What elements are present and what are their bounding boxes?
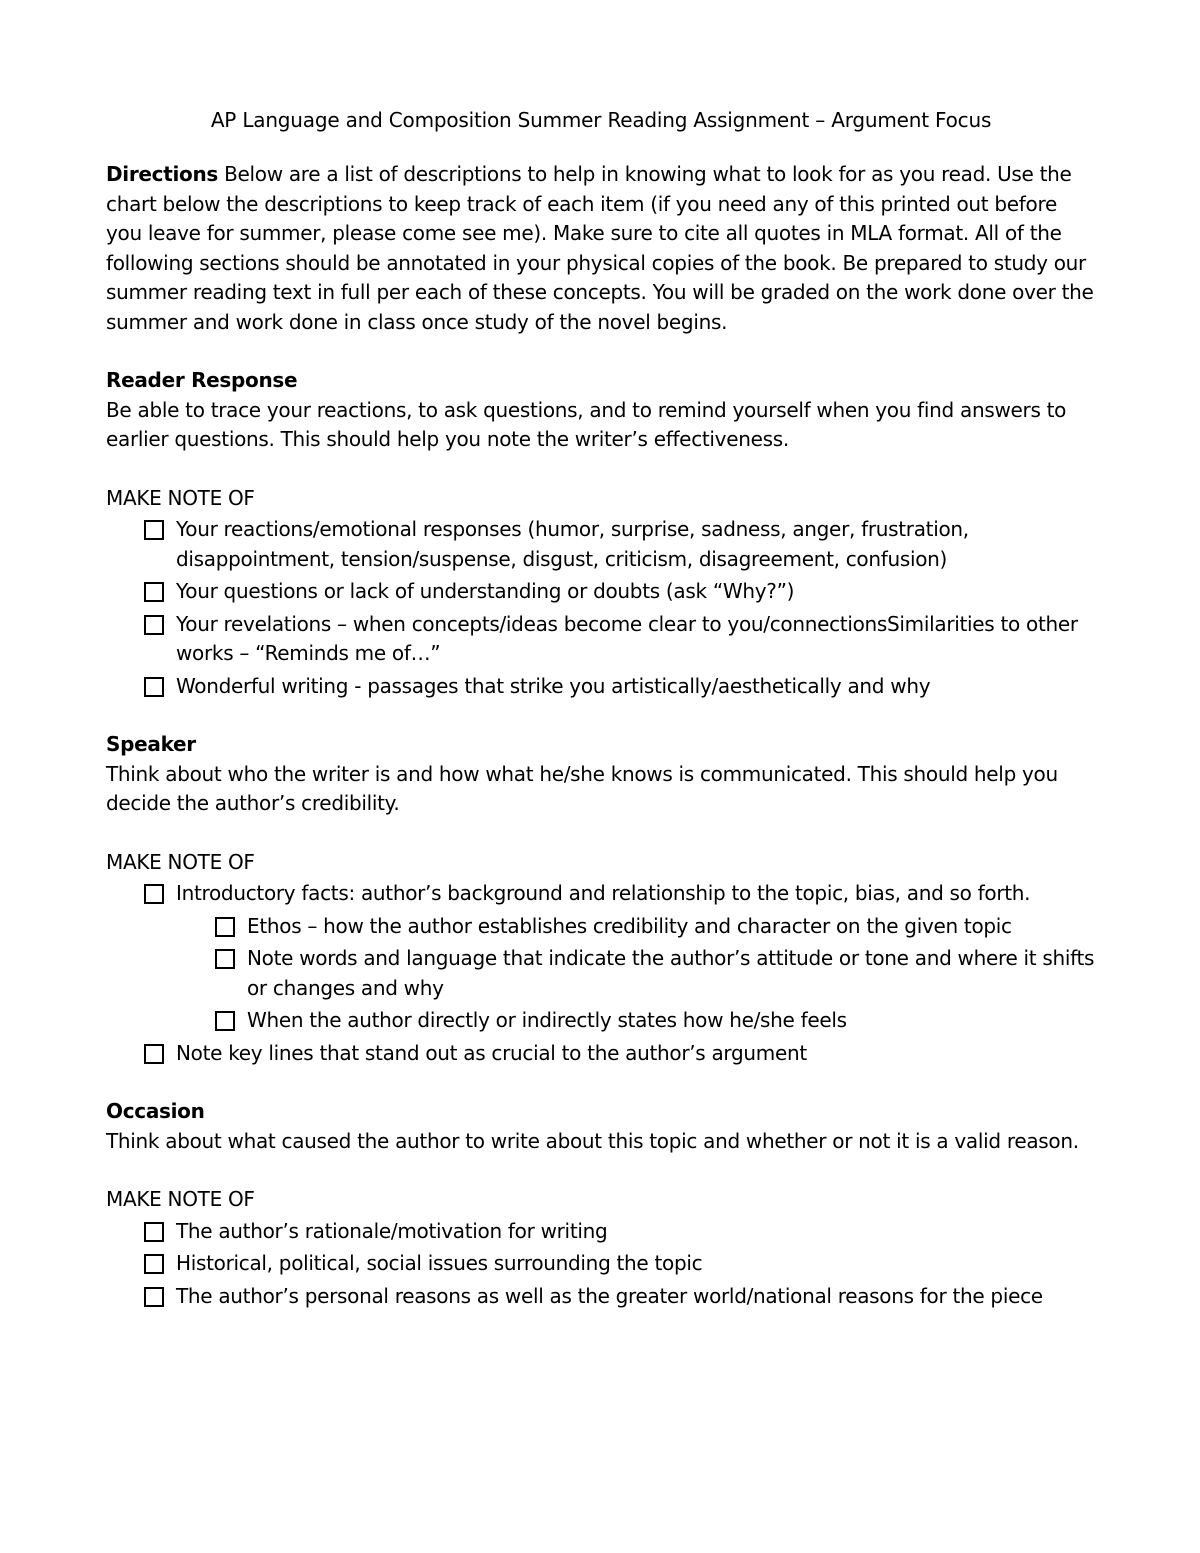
checklist-item[interactable]	[106, 1217, 1096, 1247]
checklist-item[interactable]	[106, 1039, 1096, 1069]
checklist-item-text: Historical, political, social issues surrounding the topic	[176, 1251, 703, 1275]
checklist-subitem[interactable]	[106, 912, 1096, 942]
checklist-item-text: Your revelations – when concepts/ideas become clear to you/connectionsSimilarities to other works – “Reminds me of…”	[176, 611, 1078, 665]
section-heading: Occasion	[106, 1099, 205, 1123]
checkbox-icon[interactable]	[144, 1287, 164, 1307]
make-note-label: MAKE NOTE OF	[106, 1187, 255, 1211]
checklist-item[interactable]	[106, 610, 1096, 669]
section-heading: Reader Response	[106, 368, 298, 392]
directions-label: Directions	[106, 162, 219, 186]
checklist-item-text: When the author directly or indirectly states how he/she feels	[247, 1008, 847, 1032]
section-description: Think about who the writer is and how what he/she knows is communicated. This should help you decide the author’s credibility.	[106, 761, 1058, 815]
checklist-item-text: Note words and language that indicate the author’s attitude or tone and where it shifts or changes and why	[247, 946, 1095, 1000]
make-note-label: MAKE NOTE OF	[106, 849, 255, 874]
checklist-subitem[interactable]	[106, 944, 1096, 1003]
section-reader-response	[106, 366, 1096, 701]
checklist-item-text: Ethos – how the author establishes credibility and character on the given topic	[247, 913, 1012, 938]
section-description: Think about what caused the author to write about this topic and whether or not it is a valid reason.	[106, 1128, 1079, 1153]
checklist-item-text: The author’s rationale/motivation for writing	[176, 1218, 608, 1243]
checklist	[106, 515, 1096, 701]
checklist-item-text: Your reactions/emotional responses (humor, surprise, sadness, anger, frustration, disappointment, tension/suspense, disgust, criticism, disagreement, confusion)	[176, 517, 969, 571]
directions-paragraph	[106, 160, 1096, 337]
checklist-item-text: Note key lines that stand out as crucial to the author’s argument	[176, 1040, 807, 1065]
section-occasion	[106, 1097, 1096, 1311]
section-speaker	[106, 730, 1096, 1068]
checkbox-icon[interactable]	[144, 884, 164, 904]
checklist	[106, 879, 1096, 1068]
checklist-item-text: The author’s personal reasons as well as the greater world/national reasons for the piece	[176, 1283, 1043, 1308]
checkbox-icon[interactable]	[144, 520, 164, 540]
checklist-item[interactable]	[106, 1282, 1096, 1312]
checklist	[106, 1217, 1096, 1312]
checkbox-icon[interactable]	[144, 1222, 164, 1242]
make-note-label: MAKE NOTE OF	[106, 485, 255, 510]
checkbox-icon[interactable]	[144, 582, 164, 602]
checkbox-icon[interactable]	[144, 1254, 164, 1274]
checkbox-icon[interactable]	[215, 1011, 235, 1031]
checklist-item-text: Your questions or lack of understanding or doubts (ask “Why?”)	[176, 579, 795, 603]
checklist-item[interactable]	[106, 577, 1096, 607]
checkbox-icon[interactable]	[144, 677, 164, 697]
checklist-item[interactable]	[106, 1249, 1096, 1279]
checklist-subitem[interactable]	[106, 1006, 1096, 1036]
checkbox-icon[interactable]	[144, 615, 164, 635]
checklist-item-text: Wonderful writing - passages that strike you artistically/aesthetically and why	[176, 673, 931, 698]
checkbox-icon[interactable]	[144, 1044, 164, 1064]
checklist-item-text: Introductory facts: author’s background and relationship to the topic, bias, and so forth.	[176, 881, 1031, 905]
document-page	[106, 102, 1096, 1340]
section-heading: Speaker	[106, 732, 196, 756]
checklist-item[interactable]	[106, 672, 1096, 702]
section-description: Be able to trace your reactions, to ask questions, and to remind yourself when you find answers to earlier questions. This should help you note the writer’s effectiveness.	[106, 397, 1067, 451]
checkbox-icon[interactable]	[215, 917, 235, 937]
checkbox-icon[interactable]	[215, 949, 235, 969]
directions-text: Below are a list of descriptions to help in knowing what to look for as you read. Use the chart below the descriptions to keep track of each item (if you need any of this printed out before you leave for summer, please come see me). Make sure to cite all quotes in MLA format. All of the following sections should be annotated in your physical copies of the book. Be prepared to study our summer reading text in full per each of these concepts. You will be graded on the work done over the summer and work done in class once study of the novel begins.	[106, 162, 1094, 334]
checklist-item[interactable]	[106, 515, 1096, 574]
checklist-item[interactable]	[106, 879, 1096, 909]
page-title: AP Language and Composition Summer Reading Assignment – Argument Focus	[210, 108, 992, 132]
